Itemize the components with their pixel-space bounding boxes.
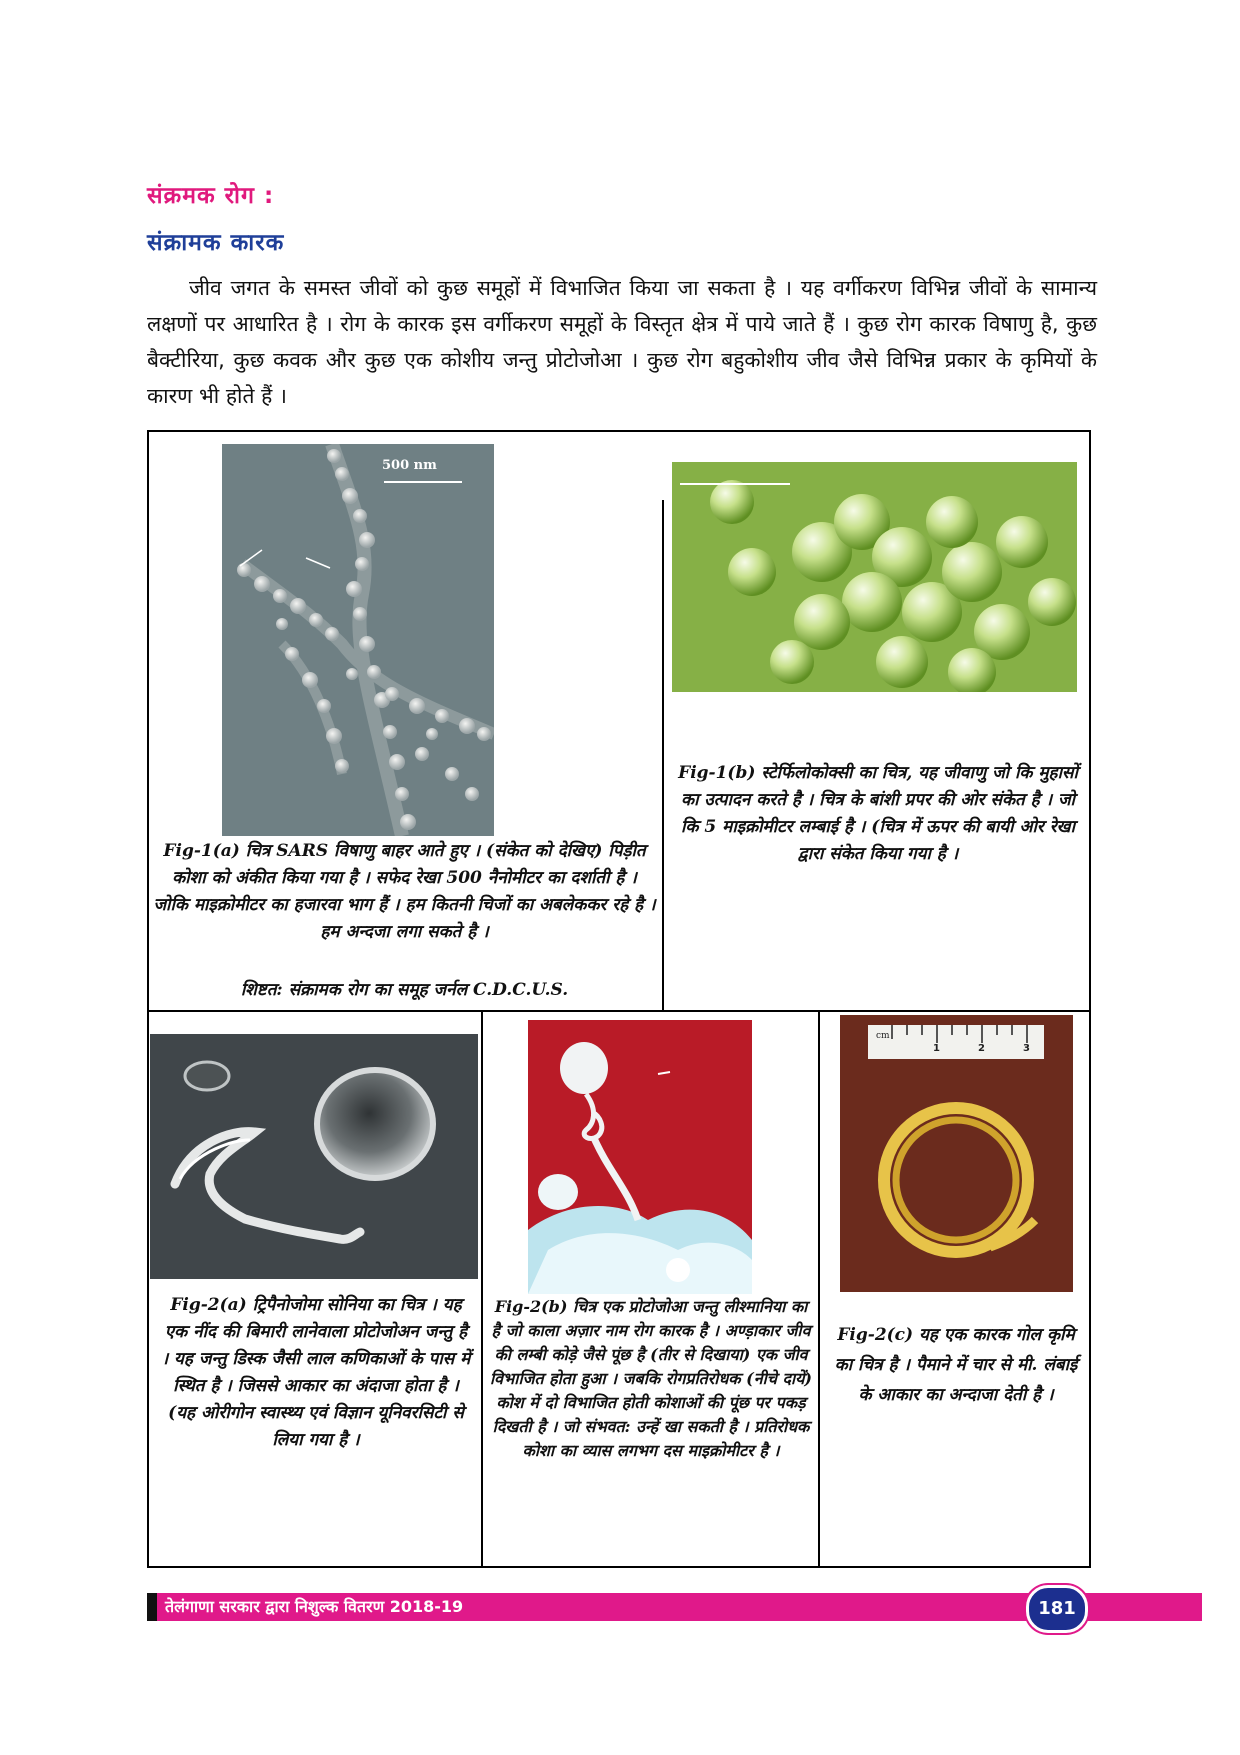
fig2c-caption xyxy=(830,1320,1082,1410)
sars-virus-image xyxy=(222,444,494,836)
divider-vertical-top xyxy=(662,500,664,1010)
fig2a-label: Fig-2(a) xyxy=(170,1295,247,1315)
fig1b-label: Fig-1(b) xyxy=(678,763,756,783)
ruler-mark-2: 2 xyxy=(978,1043,985,1054)
divider-vertical-bottom-1 xyxy=(481,1010,483,1566)
scale-label: 500 nm xyxy=(382,458,437,473)
fig2b-label: Fig-2(b) xyxy=(494,1297,568,1316)
fig2c-caption-text: यह एक कारक गोल कृमि का चित्र है । पैमाने में चार से मी. लंबाई के आकार का अन्दाजा देती है । xyxy=(834,1325,1078,1405)
fig2b-caption-text: चित्र एक प्रोटोजोआ जन्तु लीश्मानिया का है जो काला अज़ार नाम रोग कारक है । अण्ड़ाकार जीव की लम्बी कोड़े जैसे पूंछ है (तीर से दिखाया) एक जीव विभाजित होता हुआ । जबकि रोगप्रतिरोधक (नीचे दायें) कोश में दो विभाजित होती कोशाओं की पूंछ पर पकड़ दिखती है । जो संभवत: उन्हें खा सकती है । प्रतिरोधक कोशा का व्यास लगभग दस माइक्रोमीटर है । xyxy=(490,1297,812,1460)
fig2b-caption xyxy=(490,1295,812,1463)
fig1a-caption-text: चित्र SARS विषाणु बाहर आते हुए । (संकेत को देखिए) पिड़ीत कोशा को अंकीत किया गया है । सफेद रेखा 500 नैनोमीटर का दर्शाती है । जोकि माइक्रोमीटर का हजारवा भाग हैं । हम कितनी चिजों का अबलेककर रहे है । हम अन्दजा लगा सकते है । xyxy=(153,841,656,942)
trypanosoma-image xyxy=(150,1034,478,1279)
fig1b-caption xyxy=(678,760,1078,868)
fig1a-caption xyxy=(152,838,657,946)
fig2a-caption-text: ट्रिपैनोजोमा सोनिया का चित्र । यह एक नींद की बिमारी लानेवाला प्रोटोजोअन जन्तु है । यह जन्तु डिस्क जैसी लाल कणिकाओं के पास में स्थित है । जिससे आकार का अंदाजा होता है ।(यह ओरीगोन स्वास्थ्य एवं विज्ञान यूनिवरसिटी से लिया गया है । xyxy=(161,1295,471,1450)
fig1b-caption-text: स्टेर्फिलोकोक्सी का चित्र, यह जीवाणु जो कि मुहासों का उत्पादन करते है । चित्र के बांशी प्रपर की ओर संकेत है । जो कि 5 माइक्रोमीटर लम्बाई है । (चित्र में ऊपर की बायी ओर रेखा द्वारा संकेत किया गया है । xyxy=(681,763,1078,864)
leishmania-image xyxy=(528,1020,752,1294)
footer-accent xyxy=(147,1593,157,1621)
footer-text: तेलंगाणा सरकार द्वारा निशुल्क वितरण 2018-19 xyxy=(165,1597,464,1616)
divider-horizontal xyxy=(147,1010,1091,1012)
ruler-mark-3: 3 xyxy=(1023,1043,1030,1054)
fig1a-source: शिष्टत: संक्रामक रोग का समूह जर्नल C.D.C.U.S. xyxy=(240,980,569,1000)
page-number: 181 xyxy=(1026,1585,1088,1633)
staphylococci-image xyxy=(672,462,1077,692)
fig2c-label: Fig-2(c) xyxy=(837,1325,914,1345)
roundworm-image xyxy=(840,1015,1073,1292)
section-heading: संक्रमक रोग : xyxy=(147,183,275,209)
fig1a-label: Fig-1(a) xyxy=(163,841,240,861)
ruler-mark-1: 1 xyxy=(933,1043,940,1054)
ruler-unit: cm xyxy=(876,1031,890,1041)
intro-paragraph: जीव जगत के समस्त जीवों को कुछ समूहों में विभाजित किया जा सकता है । यह वर्गीकरण विभिन्न जीवों के सामान्य लक्षणों पर आधारित है । रोग के कारक इस वर्गीकरण समूहों के विस्तृत क्षेत्र में पाये जाते हैं । कुछ रोग कारक विषाणु है, कुछ बैक्टीरिया, कुछ कवक और कुछ एक कोशीय जन्तु प्रोटोजोआ । कुछ रोग बहुकोशीय जीव जैसे विभिन्न प्रकार के कृमियों के कारण भी होते हैं । xyxy=(147,276,1097,408)
divider-vertical-bottom-2 xyxy=(818,1010,820,1566)
fig2a-caption xyxy=(160,1292,472,1454)
subsection-heading: संक्रामक कारक xyxy=(147,230,285,256)
